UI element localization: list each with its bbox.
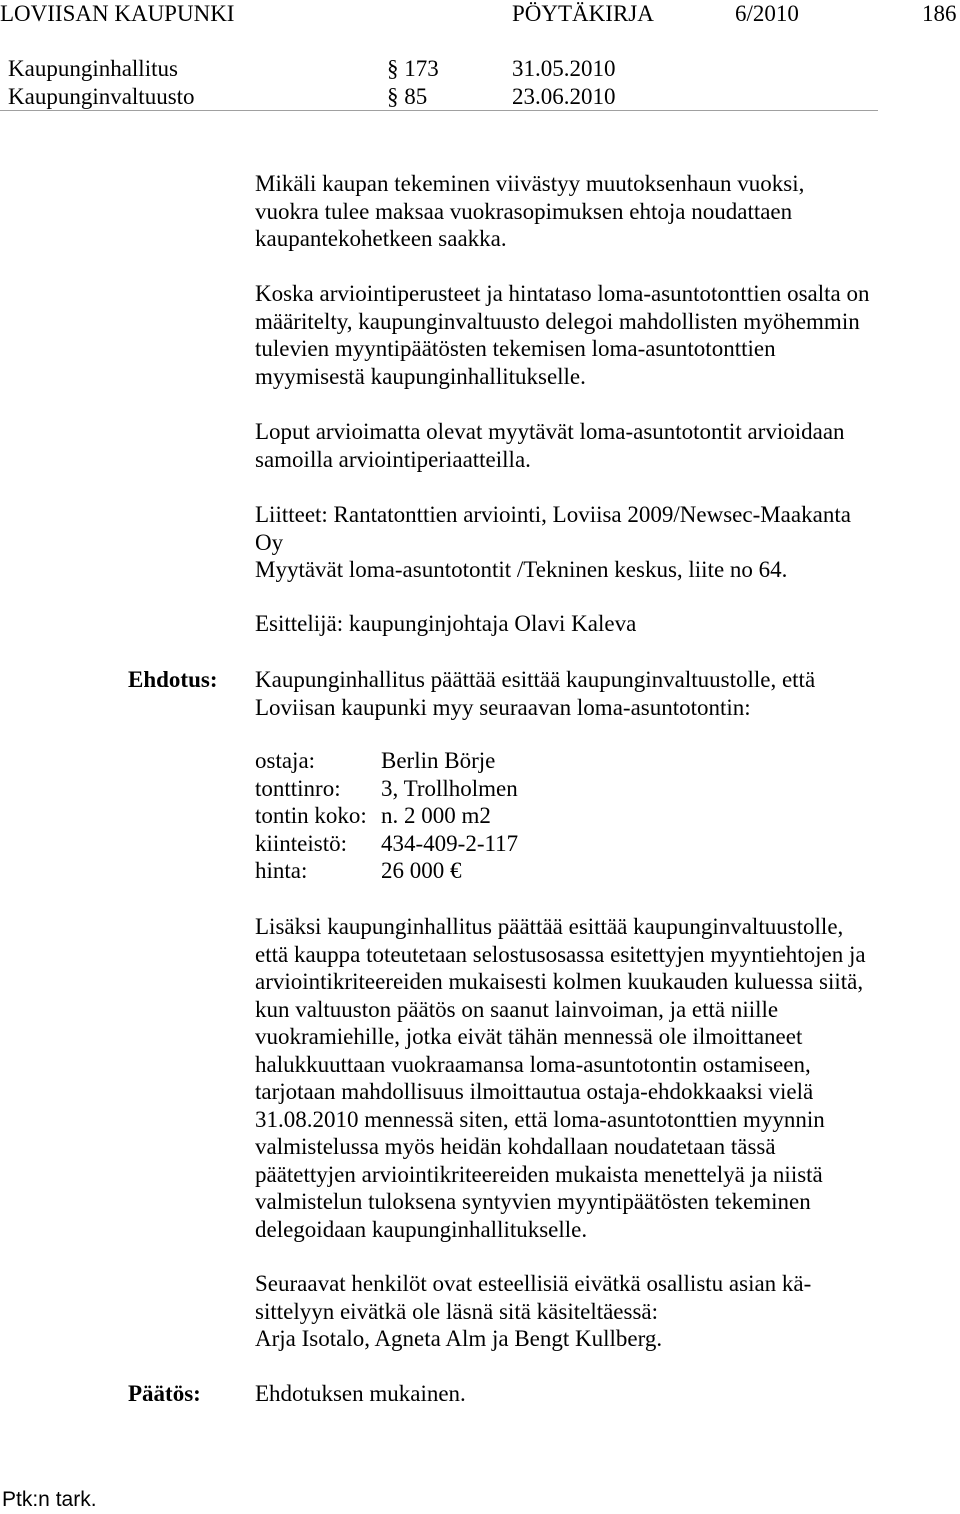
meeting-date: 31.05.2010: [512, 56, 616, 81]
plot-value: n. 2 000 m2: [381, 803, 491, 828]
text-line: vuokra tulee maksaa vuokrasopimuksen ehtoja noudattaen: [255, 198, 793, 224]
text-line: Seuraavat henkilöt ovat esteellisiä eivätkä osallistu asian kä-: [255, 1271, 812, 1296]
plot-label: hinta:: [255, 858, 308, 883]
text-line: Arja Isotalo, Agneta Alm ja Bengt Kullberg.: [255, 1326, 663, 1351]
paragraph-delegation: [255, 280, 869, 390]
text-line: 31.08.2010 mennessä siten, että loma-asuntotonttien myynnin: [255, 1106, 825, 1132]
plot-label: ostaja:: [255, 748, 316, 773]
plot-table: [255, 747, 755, 885]
plot-label: tontin koko:: [255, 803, 367, 828]
body-name: Kaupunginvaltuusto: [8, 84, 195, 109]
text-line: delegoidaan kaupunginhallitukselle.: [255, 1216, 588, 1242]
proposal-label: Ehdotus:: [128, 667, 218, 692]
plot-value: 3, Trollholmen: [381, 775, 518, 801]
proposal-intro: [255, 666, 815, 721]
plot-row: [255, 775, 755, 803]
meeting-row: [0, 83, 900, 111]
document-type: PÖYTÄKIRJA: [512, 1, 654, 26]
issue-number: 6/2010: [735, 1, 799, 26]
plot-row: [255, 802, 755, 830]
text-line: Oy: [255, 529, 284, 555]
text-line: Loviisan kaupunki myy seuraavan loma-asuntotontin:: [255, 694, 751, 720]
text-line: valmistelun tuloksena syntyvien myyntipäätösten tekeminen: [255, 1189, 811, 1214]
text-line: arviointikriteereiden mukaisesti kolmen kuukauden kuluessa siitä,: [255, 969, 864, 994]
text-line: Mikäli kaupan tekeminen viivästyy muutoksenhaun vuoksi,: [255, 171, 805, 196]
text-line: päätettyjen arviointikriteereiden mukaista menettelyä ja niistä: [255, 1161, 823, 1187]
text-line: vuokramiehille, jotka eivät tähän mennessä ole ilmoittaneet: [255, 1024, 803, 1049]
text-line: Lisäksi kaupunginhallitus päättää esittää kaupunginvaltuustolle,: [255, 914, 844, 939]
plot-value: 26 000 €: [381, 858, 462, 883]
body-name: Kaupunginhallitus: [8, 56, 178, 81]
text-line: samoilla arviointiperiaatteilla.: [255, 446, 531, 472]
text-line: Loput arvioimatta olevat myytävät loma-asuntotontit arvioidaan: [255, 419, 845, 444]
disqualified-members: [255, 1270, 811, 1353]
text-line: tulevien myyntipäätösten tekemisen loma-asuntotonttien: [255, 336, 776, 361]
plot-row: [255, 857, 755, 885]
section-number: § 85: [387, 84, 428, 109]
text-line: Myytävät loma-asuntotontit /Tekninen keskus, liite no 64.: [255, 557, 788, 582]
text-line: Liitteet: Rantatonttien arviointi, Loviisa 2009/Newsec-Maakanta: [255, 502, 851, 527]
presenter-line: Esittelijä: kaupunginjohtaja Olavi Kaleva: [255, 611, 637, 636]
decision-label: Päätös:: [128, 1381, 201, 1406]
text-line: sittelyyn eivätkä ole läsnä sitä käsiteltäessä:: [255, 1298, 659, 1324]
text-line: määritelty, kaupunginvaltuusto delegoi mahdollisten myöhemmin: [255, 308, 860, 334]
plot-label: tonttinro:: [255, 775, 341, 801]
plot-row: [255, 830, 755, 858]
text-line: kaupantekohetkeen saakka.: [255, 226, 507, 251]
paragraph-remaining: [255, 418, 845, 473]
text-line: kun valtuuston päätös on saanut lainvoiman, ja että niille: [255, 996, 779, 1022]
text-line: halukkuuttaan vuokraamansa loma-asuntotontin ostamiseen,: [255, 1051, 811, 1077]
meeting-row: [0, 55, 900, 83]
decision-text: Ehdotuksen mukainen.: [255, 1381, 466, 1406]
footer-note: Ptk:n tark.: [2, 1488, 97, 1511]
text-line: valmistelussa myös heidän kohdallaan noudatetaan tässä: [255, 1134, 776, 1159]
org-name: LOVIISAN KAUPUNKI: [0, 1, 235, 26]
plot-label: kiinteistö:: [255, 830, 347, 856]
paragraph-delay-clause: [255, 170, 804, 253]
header-rule: [0, 110, 878, 111]
plot-row: [255, 747, 755, 775]
plot-value: Berlin Börje: [381, 748, 496, 773]
text-line: myymisestä kaupunginhallitukselle.: [255, 363, 586, 389]
text-line: Kaupunginhallitus päättää esittää kaupunginvaltuustolle, että: [255, 667, 816, 692]
meeting-date: 23.06.2010: [512, 84, 616, 109]
text-line: että kauppa toteutetaan selostusosassa esitettyjen myyntiehtojen ja: [255, 941, 866, 967]
section-number: § 173: [387, 56, 439, 81]
page-number: 186: [922, 1, 957, 26]
text-line: tarjotaan mahdollisuus ilmoittautua ostaja-ehdokkaaksi vielä: [255, 1079, 814, 1104]
paragraph-attachments: [255, 501, 851, 584]
proposal-terms: [255, 913, 866, 1243]
plot-value: 434-409-2-117: [381, 830, 519, 856]
text-line: Koska arviointiperusteet ja hintataso loma-asuntotonttien osalta on: [255, 281, 870, 306]
